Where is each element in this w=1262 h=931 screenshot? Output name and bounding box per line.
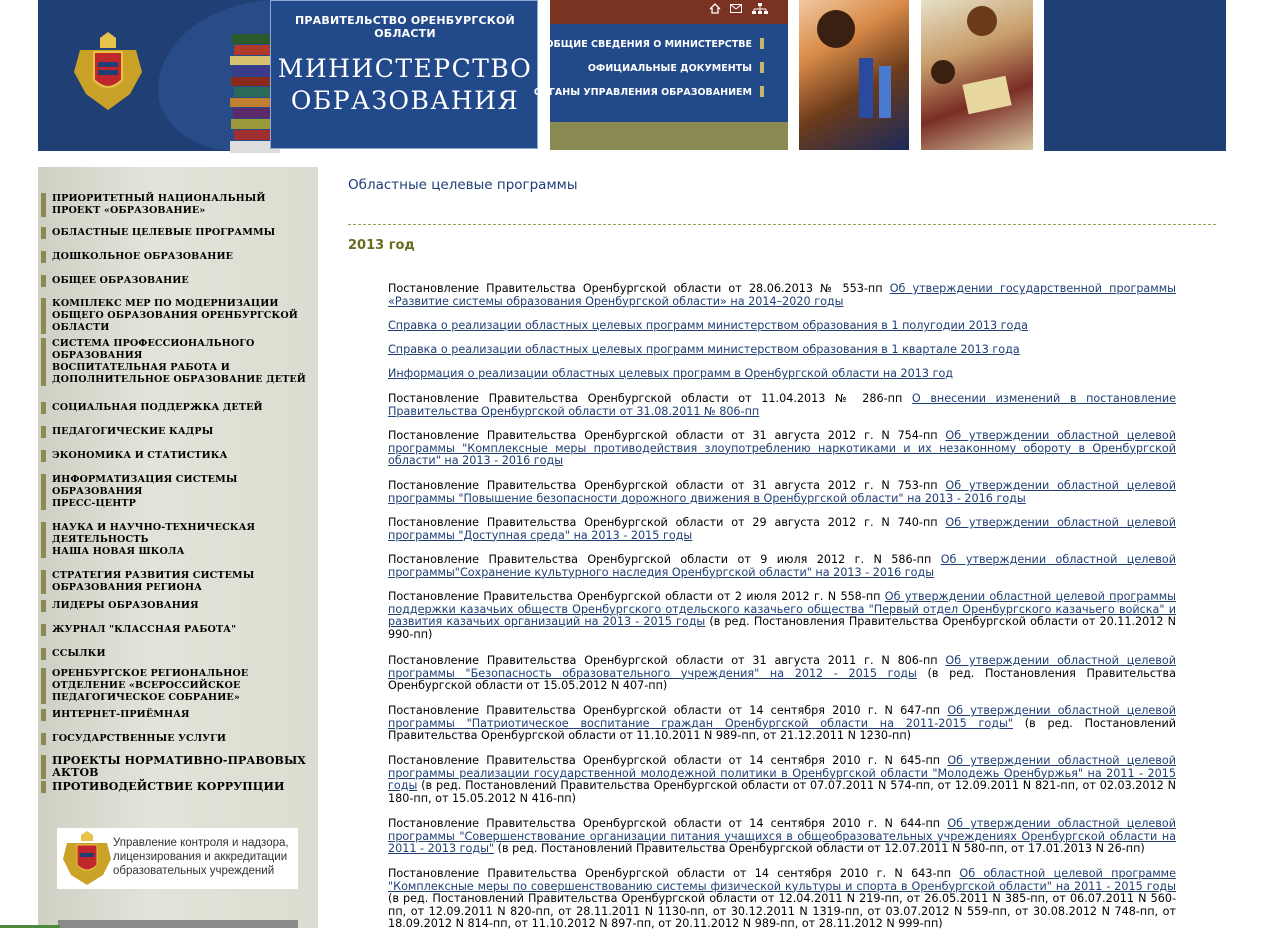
entry-suffix: (в ред. Постановления Правительства Оренбургской области от 15.05.2012 N 407-пп) bbox=[388, 666, 1177, 692]
header-right-panel bbox=[1044, 0, 1226, 151]
entry-link[interactable]: Об утверждении областной целевой программы "Патриотическое воспитание граждан Оренбургской области на 2011-2015 годы" bbox=[388, 704, 1177, 730]
sidebar-item-internet-reception[interactable]: ИНТЕРНЕТ-ПРИЁМНАЯ bbox=[41, 709, 311, 721]
document-entry bbox=[388, 393, 1176, 418]
entry-link[interactable]: Об утверждении областной целевой программы реализации государственной молодежной политики в Оренбургской области "Молодежь Оренбуржья" на 2011 - 2015 годы bbox=[388, 754, 1177, 792]
government-title: ПРАВИТЕЛЬСТВО ОРЕНБУРГСКОЙ ОБЛАСТИ bbox=[295, 14, 515, 40]
photo-students-microscope bbox=[799, 0, 909, 150]
entry-prefix: Постановление Правительства Оренбургской области от 31 августа 2011 г. N 806-пп bbox=[388, 654, 946, 667]
sidebar-item-draft-acts[interactable]: ПРОЕКТЫ НОРМАТИВНО-ПРАВОВЫХ АКТОВ bbox=[41, 755, 311, 779]
document-entry bbox=[388, 655, 1176, 693]
entry-prefix: Постановление Правительства Оренбургской области от 29 августа 2012 г. N 740-пп bbox=[388, 516, 946, 529]
document-entry bbox=[388, 368, 1176, 381]
sidebar-bottom-image bbox=[58, 920, 298, 928]
page-title: Областные целевые программы bbox=[348, 177, 578, 193]
entry-prefix: Постановление Правительства Оренбургской области от 31 августа 2012 г. N 753-пп bbox=[388, 479, 946, 492]
year-heading: 2013 год bbox=[348, 238, 415, 253]
sidebar-item-upbringing[interactable]: ВОСПИТАТЕЛЬНАЯ РАБОТА И ДОПОЛНИТЕЛЬНОЕ ОБРАЗОВАНИЕ ДЕТЕЙ bbox=[41, 362, 311, 386]
home-icon[interactable] bbox=[709, 3, 721, 14]
sidebar-item-national-project[interactable]: ПРИОРИТЕТНЫЙ НАЦИОНАЛЬНЫЙ ПРОЕКТ «ОБРАЗОВАНИЕ» bbox=[41, 193, 311, 217]
document-entry bbox=[388, 480, 1176, 505]
sitemap-icon[interactable] bbox=[752, 3, 768, 14]
coat-of-arms-icon bbox=[61, 831, 113, 886]
document-entry bbox=[388, 554, 1176, 579]
control-department-banner[interactable] bbox=[57, 828, 298, 889]
sidebar-item-public-services[interactable]: ГОСУДАРСТВЕННЫЕ УСЛУГИ bbox=[41, 733, 311, 745]
ministry-title-line1: МИНИСТЕРСТВО bbox=[277, 54, 533, 83]
banner-text: Управление контроля и надзора, лицензирования и аккредитации образовательных учреждений bbox=[113, 837, 289, 877]
entry-prefix: Постановление Правительства Оренбургской области от 9 июля 2012 г. N 586-пп bbox=[388, 553, 941, 566]
entry-link[interactable]: О внесении изменений в постановление Правительства Оренбургской области от 31.08.2011 № 806-пп bbox=[388, 392, 1176, 418]
entry-suffix: (в ред. Постановлений Правительства Оренбургской области от 07.07.2011 N 574-пп, от 12.09.2011 N 821-пп, от 02.03.2012 N 180-пп, от 15.05.2012 N 416-пп) bbox=[388, 779, 1176, 805]
mail-icon[interactable] bbox=[730, 4, 742, 13]
entry-link[interactable]: Об утверждении областной целевой программы поддержки казачьих обществ Оренбургского отдельского казачьего общества "Первый отдел Оренбургского казачьего войска" и развития казачьих организаций на 2013 - 2015 годы bbox=[388, 590, 1176, 628]
sidebar-item-target-programs[interactable]: ОБЛАСТНЫЕ ЦЕЛЕВЫЕ ПРОГРАММЫ bbox=[41, 227, 311, 239]
entry-link[interactable]: Об утверждении областной целевой программы "Комплексные меры противодействия злоупотреблению наркотиками и их незаконному обороту в Оренбургской области" на 2013 - 2016 годы bbox=[388, 429, 1176, 467]
nav-about-ministry[interactable]: ОБЩИЕ СВЕДЕНИЯ О МИНИСТЕРСТВЕ bbox=[545, 38, 764, 50]
sidebar-item-modernization[interactable]: КОМПЛЕКС МЕР ПО МОДЕРНИЗАЦИИ ОБЩЕГО ОБРАЗОВАНИЯ ОРЕНБУРГСКОЙ ОБЛАСТИ bbox=[41, 298, 311, 334]
sidebar-item-professional-education[interactable]: СИСТЕМА ПРОФЕССИОНАЛЬНОГО ОБРАЗОВАНИЯ bbox=[41, 338, 311, 362]
entry-link[interactable]: Об областной целевой программе "Комплексные меры по совершенствованию системы физической культуры и спорта в Оренбургской области" на 2011 - 2015 годы bbox=[388, 867, 1176, 893]
header-green-bar bbox=[550, 122, 788, 150]
sidebar-item-new-school[interactable]: НАША НОВАЯ ШКОЛА bbox=[41, 546, 311, 558]
entry-suffix: (в ред. Постановлений Правительства Оренбургской области от 12.07.2011 N 580-пп, от 17.01.2013 N 26-пп) bbox=[494, 842, 1145, 855]
header-title-box bbox=[270, 0, 538, 149]
entry-prefix: Постановление Правительства Оренбургской области от 2 июля 2012 г. N 558-пп bbox=[388, 590, 885, 603]
document-entry bbox=[388, 818, 1176, 856]
sidebar bbox=[38, 167, 318, 928]
entry-link[interactable]: Об утверждении областной целевой программы "Доступная среда" на 2013 - 2015 годы bbox=[388, 516, 1176, 542]
entry-link[interactable]: Об утверждении областной целевой программы "Повышение безопасности дорожного движения в Оренбургской области" на 2013 - 2016 годы bbox=[388, 479, 1176, 505]
entry-prefix: Постановление Правительства Оренбургской области от 31 августа 2012 г. N 754-пп bbox=[388, 429, 946, 442]
ministry-title[interactable] bbox=[271, 53, 539, 117]
document-entry bbox=[388, 755, 1176, 805]
sidebar-item-science[interactable]: НАУКА И НАУЧНО-ТЕХНИЧЕСКАЯ ДЕЯТЕЛЬНОСТЬ bbox=[41, 522, 311, 546]
sidebar-item-teaching-staff[interactable]: ПЕДАГОГИЧЕСКИЕ КАДРЫ bbox=[41, 426, 311, 438]
entry-link[interactable]: Об утверждении государственной программы «Развитие системы образования Оренбургской области» на 2014–2020 годы bbox=[388, 282, 1176, 308]
nav-education-authorities[interactable]: ОРГАНЫ УПРАВЛЕНИЯ ОБРАЗОВАНИЕМ bbox=[534, 86, 764, 98]
header-nav bbox=[533, 24, 788, 122]
sidebar-item-strategy[interactable]: СТРАТЕГИЯ РАЗВИТИЯ СИСТЕМЫ ОБРАЗОВАНИЯ РЕГИОНА bbox=[41, 570, 311, 594]
entry-prefix: Постановление Правительства Оренбургской области от 14 сентября 2010 г. N 644-пп bbox=[388, 817, 948, 830]
sidebar-item-economics[interactable]: ЭКОНОМИКА И СТАТИСТИКА bbox=[41, 450, 311, 462]
divider bbox=[348, 224, 1216, 225]
sidebar-item-general-education[interactable]: ОБЩЕЕ ОБРАЗОВАНИЕ bbox=[41, 275, 311, 287]
sidebar-item-pedagogical-assembly[interactable]: ОРЕНБУРГСКОЕ РЕГИОНАЛЬНОЕ ОТДЕЛЕНИЕ «ВСЕРОССИЙСКОЕ ПЕДАГОГИЧЕСКОЕ СОБРАНИЕ» bbox=[41, 668, 311, 704]
entry-suffix: (в ред. Постановлений Правительства Оренбургской области от 11.10.2011 N 989-пп, от 21.12.2011 N 1230-пп) bbox=[388, 716, 1177, 742]
entry-link[interactable]: Об утверждении областной целевой программы "Совершенствование организации питания учащихся в общеобразовательных учреждениях Оренбургской области на 2011 - 2013 годы" bbox=[388, 817, 1177, 855]
entry-prefix: Постановление Правительства Оренбургской области от 14 сентября 2010 г. N 645-пп bbox=[388, 754, 948, 767]
entry-link[interactable]: Информация о реализации областных целевых программ в Оренбургской области на 2013 год bbox=[388, 367, 954, 380]
entry-link[interactable]: Справка о реализации областных целевых программ министерством образования в 1 квартале 2013 года bbox=[388, 343, 1020, 356]
document-entry bbox=[388, 320, 1176, 333]
document-entry bbox=[388, 283, 1176, 308]
entry-prefix: Постановление Правительства Оренбургской области от 14 сентября 2010 г. N 647-пп bbox=[388, 704, 948, 717]
document-entry bbox=[388, 430, 1176, 468]
ministry-title-line2: ОБРАЗОВАНИЯ bbox=[290, 86, 520, 115]
sidebar-item-links[interactable]: ССЫЛКИ bbox=[41, 648, 311, 660]
coat-of-arms-icon bbox=[72, 32, 144, 112]
sidebar-item-leaders[interactable]: ЛИДЕРЫ ОБРАЗОВАНИЯ bbox=[41, 600, 311, 612]
entry-link[interactable]: Об утверждении областной целевой программы"Сохранение культурного наследия Оренбургской области" на 2013 - 2016 годы bbox=[388, 553, 1176, 579]
sidebar-item-informatization[interactable]: ИНФОРМАТИЗАЦИЯ СИСТЕМЫ ОБРАЗОВАНИЯ bbox=[41, 474, 311, 498]
document-entry bbox=[388, 344, 1176, 357]
entry-prefix: Постановление Правительства Оренбургской области от 28.06.2013 № 553-пп bbox=[388, 282, 890, 295]
sidebar-item-preschool[interactable]: ДОШКОЛЬНОЕ ОБРАЗОВАНИЕ bbox=[41, 251, 311, 263]
entry-link[interactable]: Справка о реализации областных целевых программ министерством образования в 1 полугодии 2013 года bbox=[388, 319, 1028, 332]
entry-prefix: Постановление Правительства Оренбургской области от 11.04.2013 № 286-пп bbox=[388, 392, 912, 405]
entry-suffix: (в ред. Постановлений Правительства Оренбургской области от 12.04.2011 N 219-пп, от 26.05.2011 N 385-пп, от 06.07.2011 N 560-пп, от 12.09.2011 N 820-пп, от 28.11.2011 N 1130-пп, от 30.12.2011 N 1319-пп, от 03.07.2012 N 559-пп, от 30.08.2012 N 748-пп, от 18.09.2012 N 814-пп, от 11.10.2012 N 897-пп, от 20.11.2012 N 989-пп, от 28.11.2012 N 999-пп) bbox=[388, 892, 1176, 930]
document-entry bbox=[388, 868, 1176, 931]
nav-official-documents[interactable]: ОФИЦИАЛЬНЫЕ ДОКУМЕНТЫ bbox=[588, 62, 764, 74]
sidebar-item-press-center[interactable]: ПРЕСС-ЦЕНТР bbox=[41, 498, 311, 510]
document-entry bbox=[388, 517, 1176, 542]
sidebar-item-social-support[interactable]: СОЦИАЛЬНАЯ ПОДДЕРЖКА ДЕТЕЙ bbox=[41, 402, 311, 414]
document-entry bbox=[388, 705, 1176, 743]
photo-teacher-child bbox=[921, 0, 1033, 150]
sidebar-item-anti-corruption[interactable]: ПРОТИВОДЕЙСТВИЕ КОРРУПЦИИ bbox=[41, 781, 311, 793]
entry-suffix: (в ред. Постановления Правительства Оренбургской области от 20.11.2012 N 990-пп) bbox=[388, 615, 1177, 641]
entry-link[interactable]: Об утверждении областной целевой программы "Безопасность образовательного учреждения" на 2012 - 2015 годы bbox=[388, 654, 1176, 680]
document-entry bbox=[388, 591, 1176, 641]
entry-prefix: Постановление Правительства Оренбургской области от 14 сентября 2010 г. N 643-пп bbox=[388, 867, 960, 880]
sidebar-item-journal[interactable]: ЖУРНАЛ "КЛАССНАЯ РАБОТА" bbox=[41, 624, 311, 636]
